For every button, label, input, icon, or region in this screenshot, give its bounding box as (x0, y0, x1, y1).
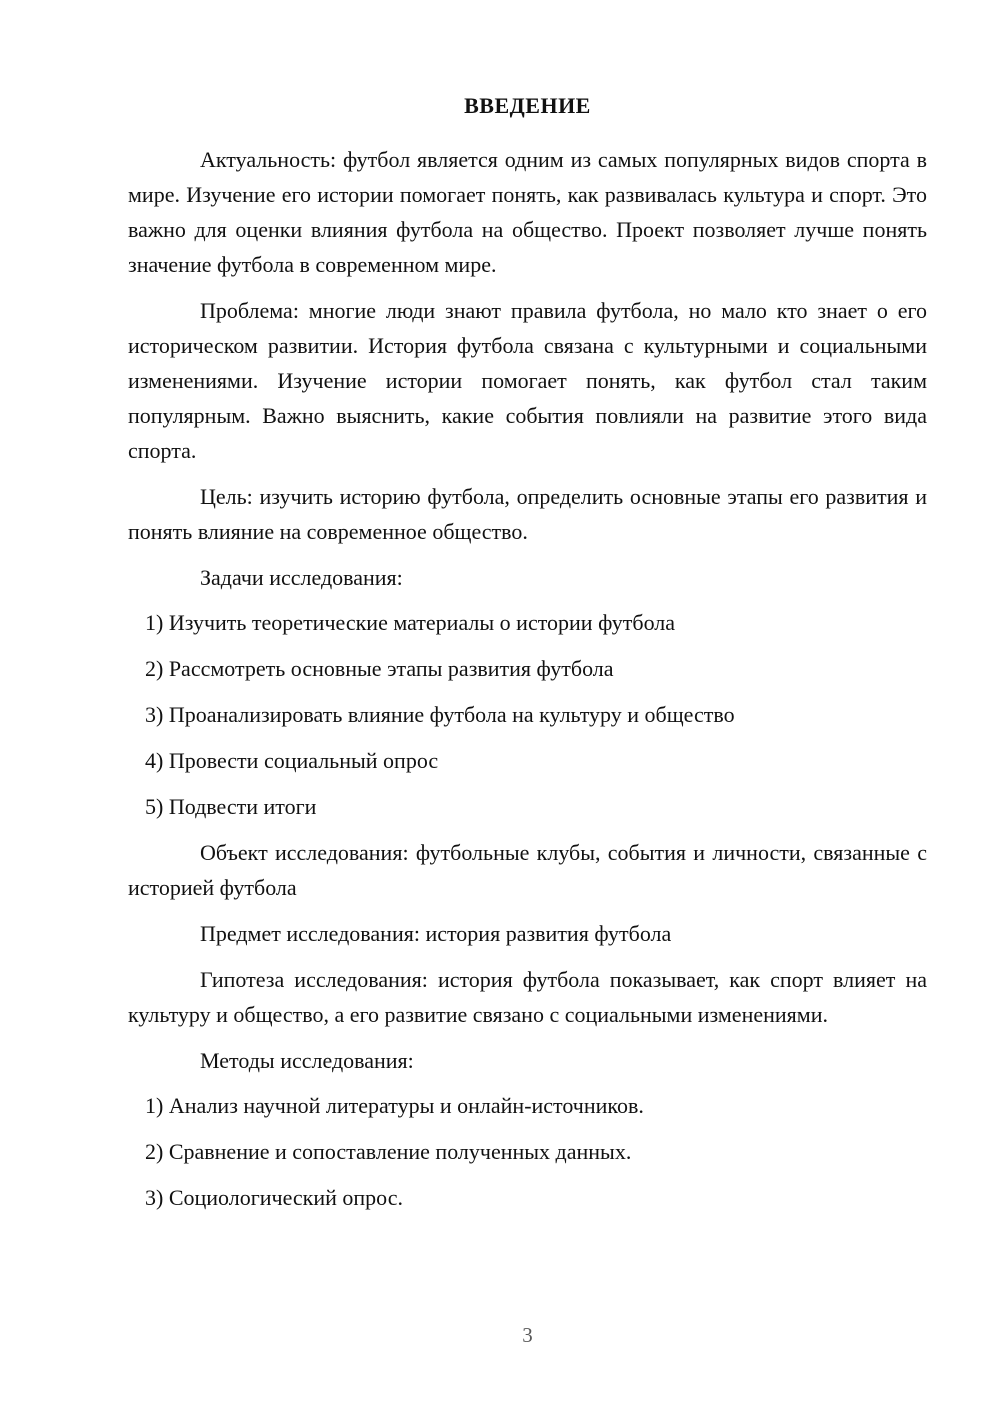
task-item-2: 2) Рассмотреть основные этапы развития футбола (145, 656, 614, 681)
method-item-3: 3) Социологический опрос. (145, 1185, 403, 1210)
task-item-5: 5) Подвести итоги (145, 794, 317, 819)
paragraph-object: Объект исследования: футбольные клубы, события и личности, связанные с историей футбола (128, 840, 927, 900)
method-item-1: 1) Анализ научной литературы и онлайн-источников. (145, 1093, 644, 1118)
paragraph-subject: Предмет исследования: история развития футбола (200, 921, 672, 946)
page-title: ВВЕДЕНИЕ (464, 93, 591, 118)
task-item-3: 3) Проанализировать влияние футбола на культуру и общество (145, 702, 735, 727)
tasks-heading: Задачи исследования: (200, 565, 403, 590)
task-item-4: 4) Провести социальный опрос (145, 748, 439, 773)
task-item-1: 1) Изучить теоретические материалы о истории футбола (145, 610, 676, 635)
paragraph-problem: Проблема: многие люди знают правила футбола, но мало кто знает о его историческом развитии. История футбола связана с культурными и социальными изменениями. Изучение истории помогает понять, как футбол стал таким популярным. Важно выяснить, какие события повлияли на развитие этого вида спорта. (128, 298, 927, 463)
method-item-2: 2) Сравнение и сопоставление полученных данных. (145, 1139, 632, 1164)
methods-heading: Методы исследования: (200, 1048, 414, 1073)
page-number: 3 (522, 1323, 533, 1347)
paragraph-relevance: Актуальность: футбол является одним из самых популярных видов спорта в мире. Изучение его истории помогает понять, как развивалась культура и спорт. Это важно для оценки влияния футбола на общество. Проект позволяет лучше понять значение футбола в современном мире. (128, 147, 927, 277)
paragraph-goal: Цель: изучить историю футбола, определить основные этапы его развития и понять влияние на современное общество. (128, 484, 927, 544)
paragraph-hypothesis: Гипотеза исследования: история футбола показывает, как спорт влияет на культуру и общество, а его развитие связано с социальными изменениями. (128, 967, 927, 1027)
